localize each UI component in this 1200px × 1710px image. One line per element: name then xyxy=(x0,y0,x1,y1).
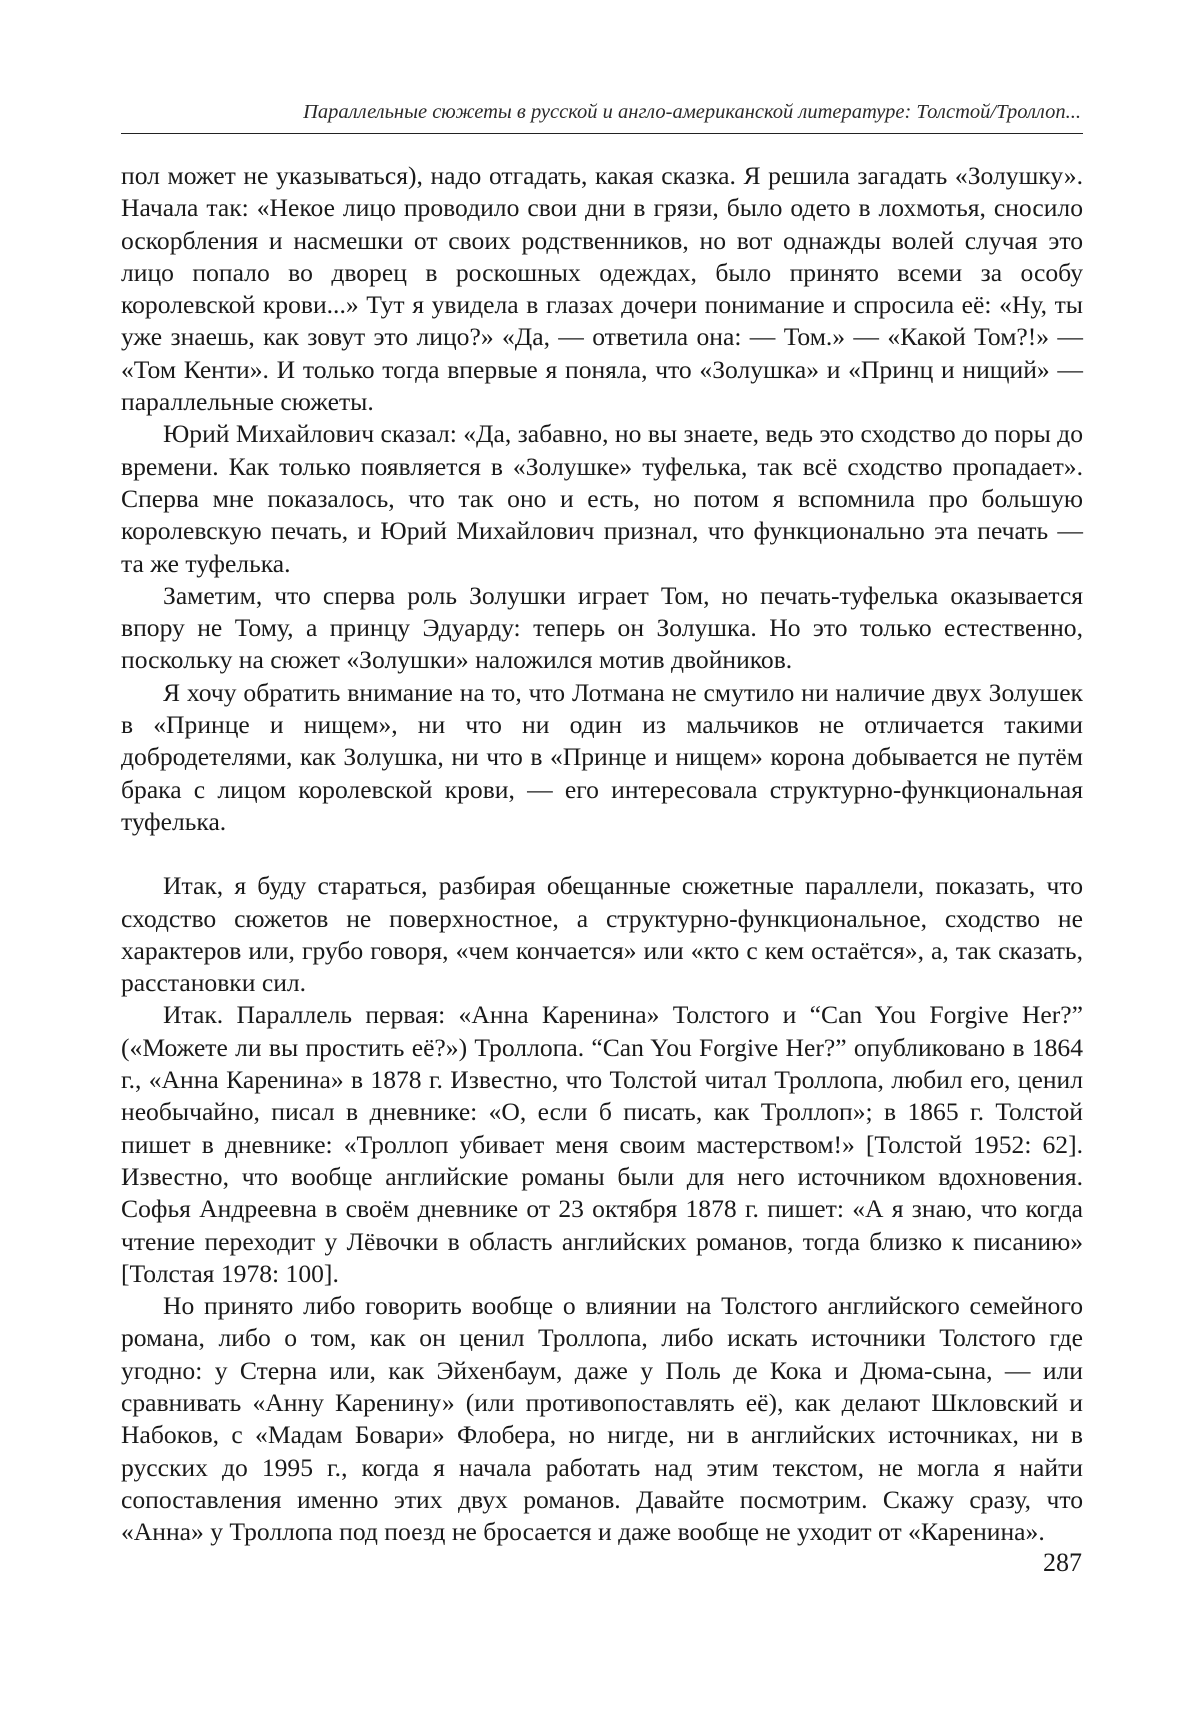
paragraph-4: Я хочу обратить внимание на то, что Лотмана не смутило ни наличие двух Золушек в «Принце и нищем», ни что ни один из мальчиков не отличается такими добродетелями, как Золушка, ни что в «Принце и нищем» корона добывается не путём брака с лицом королевской крови, — его интересовала структурно-функциональная туфелька. xyxy=(121,677,1083,836)
page-body xyxy=(121,160,1083,1548)
paragraph-6: Итак. Параллель первая: «Анна Каренина» Толстого и “Can You Forgive Her?” («Можете ли вы простить её?») Троллопа. “Can You Forgive Her?” опубликовано в 1864 г., «Анна Каренина» в 1878 г. Известно, что Толстой читал Троллопа, любил его, ценил необычайно, писал в дневнике: «О, если б писать, как Троллоп»; в 1865 г. Толстой пишет в дневнике: «Троллоп убивает меня своим мастерством!» [Толстой 1952: 62]. Известно, что вообще английские романы были для него источником вдохновения. Софья Андреевна в своём дневнике от 23 октября 1878 г. пишет: «А я знаю, что когда чтение переходит у Лёвочки в область английских романов, тогда близко к писанию» [Толстая 1978: 100]. xyxy=(121,1000,1083,1288)
paragraph-1: пол может не указываться), надо отгадать, какая сказка. Я решила загадать «Золушку». Начала так: «Некое лицо проводило свои дни в грязи, было одето в лохмотья, сносило оскорбления и насмешки от своих родственников, но вот однажды волей случая это лицо попало во дворец в роскошных одеждах, было принято всеми за особу королевской крови...» Тут я увидела в глазах дочери понимание и спросила её: «Ну, ты уже знаешь, как зовут это лицо?» «Да, — ответила она: — Том.» — «Какой Том?!» — «Том Кенти». И только тогда впервые я поняла, что «Золушка» и «Принц и нищий» — параллельные сюжеты. xyxy=(121,161,1083,417)
section-break xyxy=(121,838,1083,870)
paragraph-2: Юрий Михайлович сказал: «Да, забавно, но вы знаете, ведь это сходство до поры до времени. Как только появляется в «Золушке» туфелька, так всё сходство пропадает». Сперва мне показалось, что так оно и есть, но потом я вспомнила про большую королевскую печать, и Юрий Михайлович признал, что функционально эта печать — та же туфелька. xyxy=(121,419,1083,578)
paragraph-7: Но принято либо говорить вообще о влиянии на Толстого английского семейного романа, либо о том, как он ценил Троллопа, либо искать источники Толстого где угодно: у Стерна или, как Эйхенбаум, даже у Поль де Кока и Дюма-сына, — или сравнивать «Анну Каренину» (или противопоставлять её), как делают Шкловский и Набоков, с «Мадам Бовари» Флобера, но нигде, ни в английских источниках, ни в русских до 1995 г., когда я начала работать над этим текстом, не могла я найти сопоставления именно этих двух романов. Давайте посмотрим. Скажу сразу, что «Анна» у Троллопа под поезд не бросается и даже вообще не уходит от «Каренина». xyxy=(121,1291,1083,1547)
paragraph-3: Заметим, что сперва роль Золушки играет Том, но печать-туфелька оказывается впору не Тому, а принцу Эдуарду: теперь он Золушка. Но это только естественно, поскольку на сюжет «Золушки» наложился мотив двойников. xyxy=(121,580,1083,675)
paragraph-5: Итак, я буду стараться, разбирая обещанные сюжетные параллели, показать, что сходство сюжетов не поверхностное, а структурно-функциональное, сходство не характеров или, грубо говоря, «чем кончается» или «кто с кем остаётся», а, так сказать, расстановки сил. xyxy=(121,871,1083,998)
running-header: Параллельные сюжеты в русской и англо-американской литературе: Толстой/Троллоп... xyxy=(303,101,1081,123)
header-divider xyxy=(121,133,1083,134)
page-number: 287 xyxy=(1043,1548,1082,1577)
